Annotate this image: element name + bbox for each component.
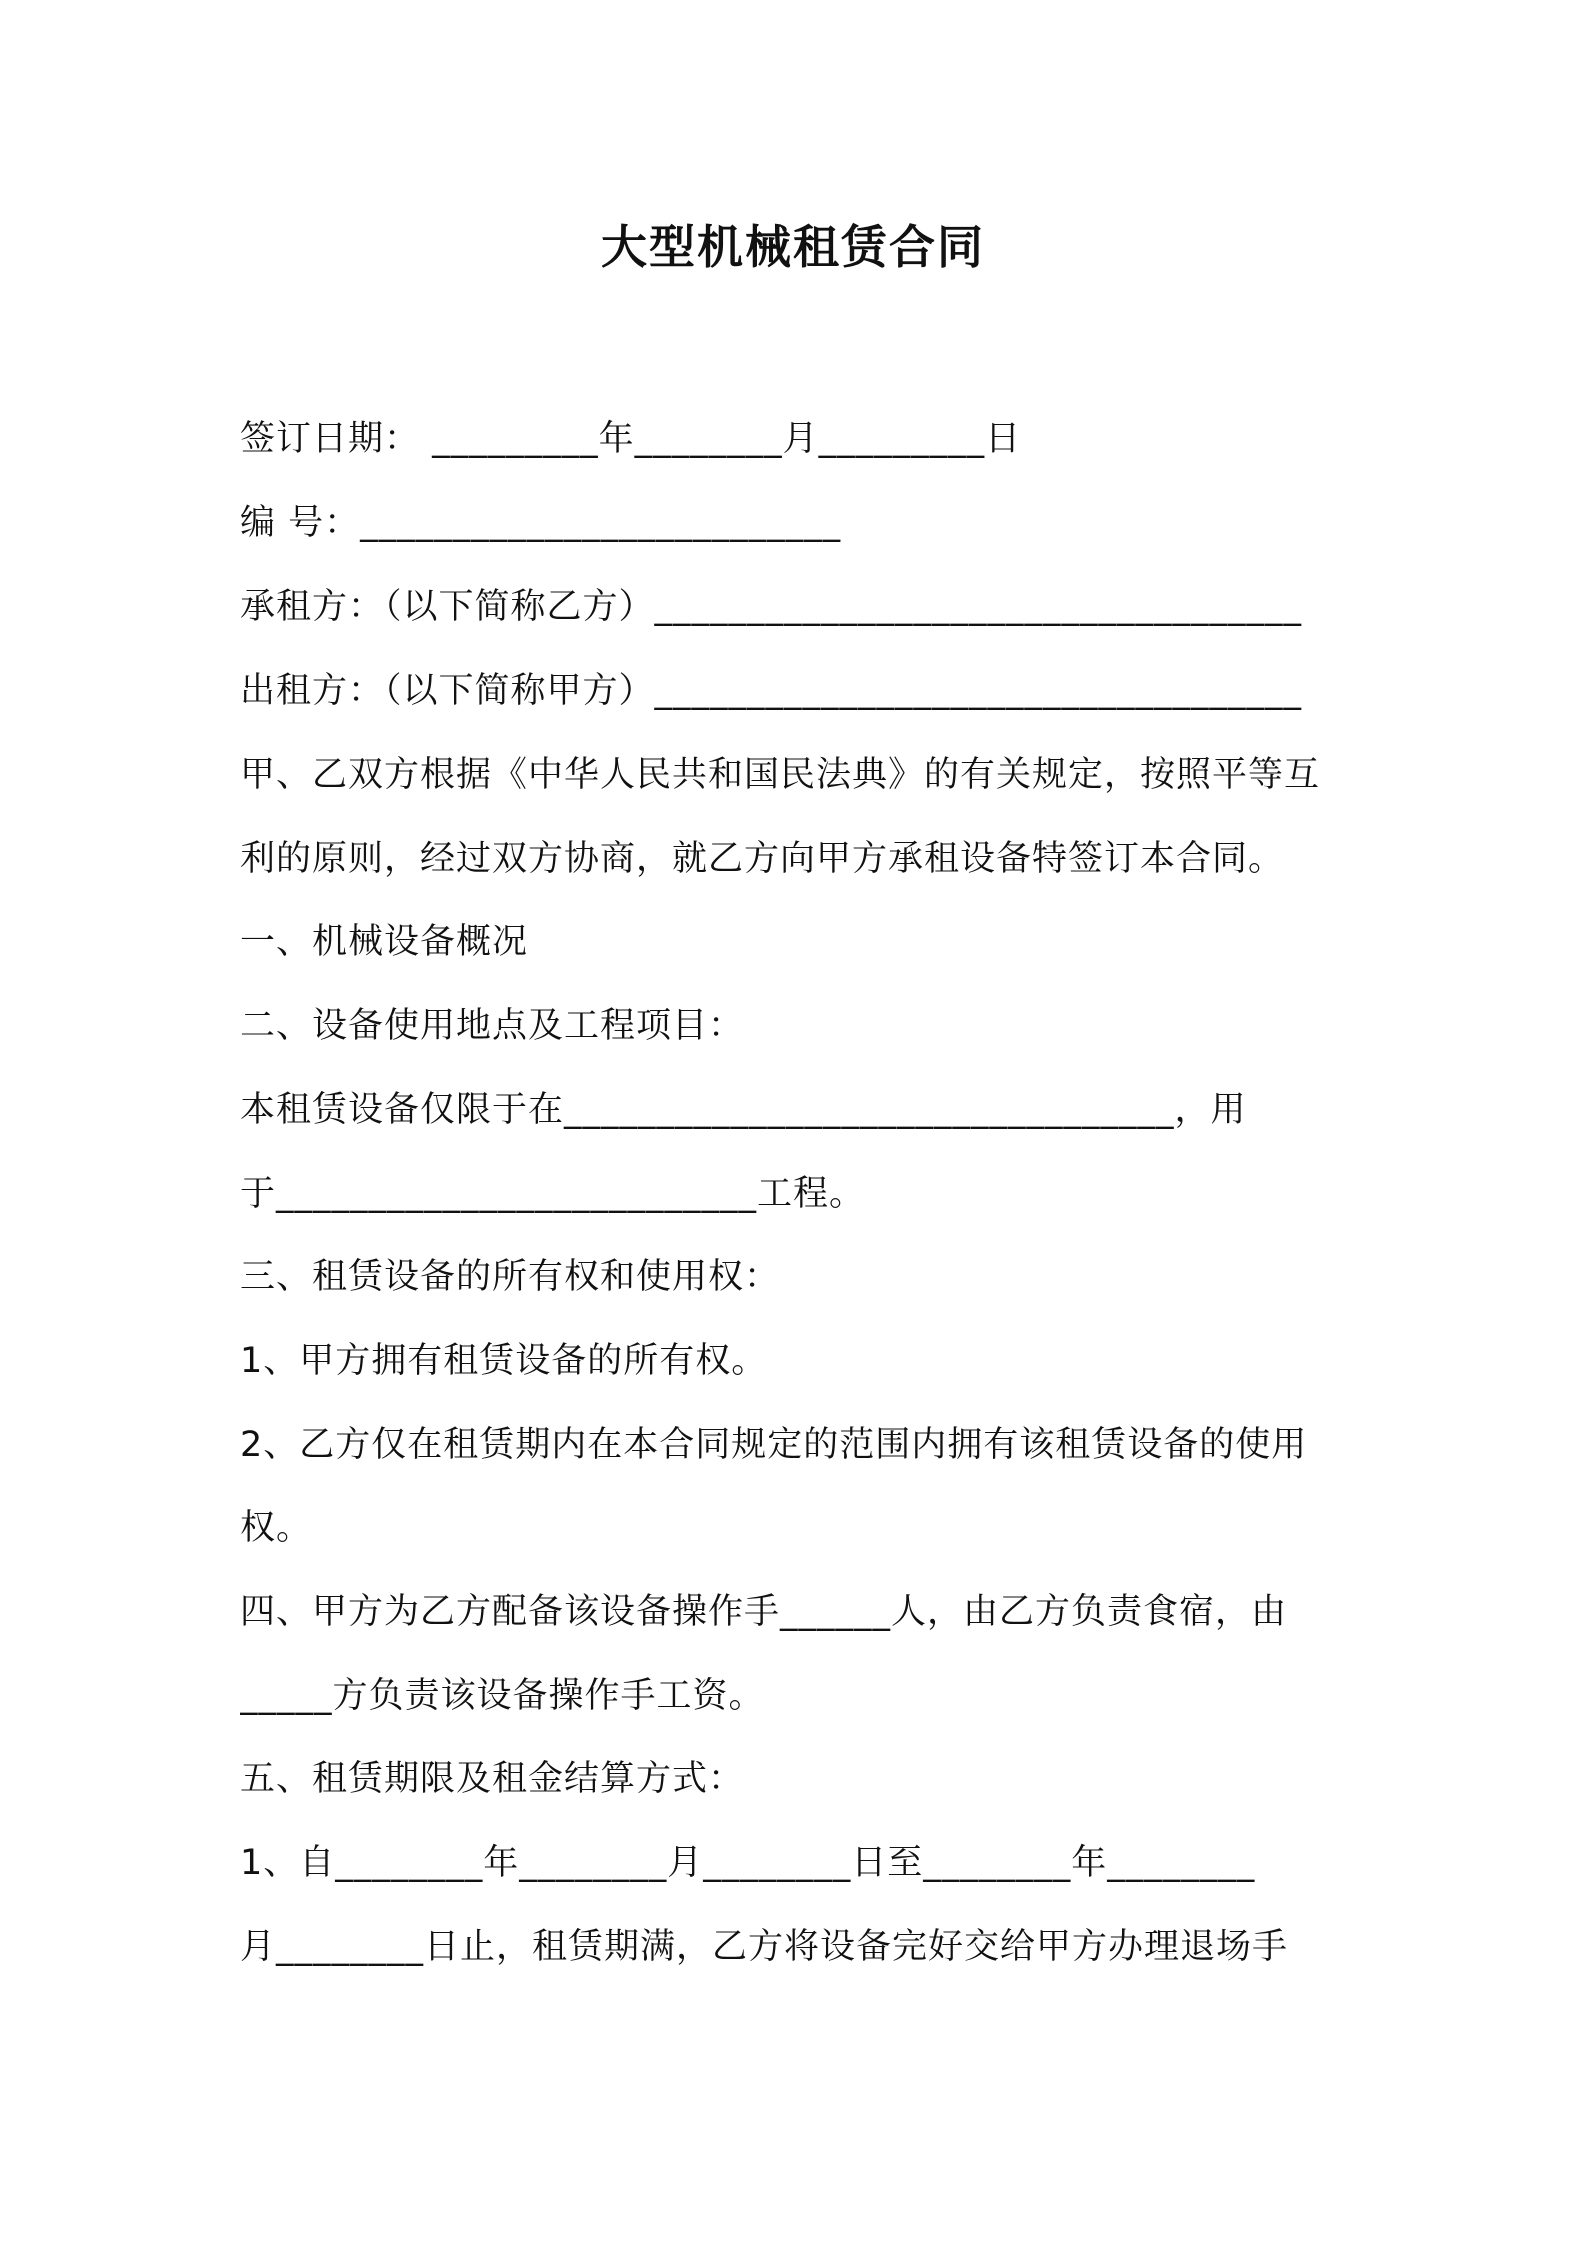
section-4-line-1: 四、甲方为乙方配备该设备操作手______人，由乙方负责食宿，由 — [240, 1592, 1288, 1632]
section-5-item-1-line-2: 月________日止，租赁期满，乙方将设备完好交给甲方办理退场手 — [240, 1927, 1289, 1967]
section-3-item-2-line-2: 权。 — [240, 1508, 313, 1548]
contract-number-line: 编 号：__________________________ — [240, 503, 842, 543]
section-4-line-2: _____方负责该设备操作手工资。 — [240, 1676, 765, 1716]
signing-date-line: 签订日期： _________年________月_________日 — [240, 419, 1022, 459]
section-2-heading: 二、设备使用地点及工程项目： — [240, 1006, 745, 1046]
lessor-line: 出租方：（以下简称甲方）___________________________________ — [240, 671, 1303, 711]
section-5-heading: 五、租赁期限及租金结算方式： — [240, 1759, 745, 1799]
section-3-item-2-line-1: 2、乙方仅在租赁期内在本合同规定的范围内拥有该租赁设备的使用 — [240, 1425, 1308, 1465]
preamble-line-1: 甲、乙双方根据《中华人民共和国民法典》的有关规定，按照平等互 — [240, 755, 1321, 795]
section-3-item-1: 1、甲方拥有租赁设备的所有权。 — [240, 1341, 768, 1381]
document-title: 大型机械租赁合同 — [601, 220, 985, 274]
section-5-item-1-line-1: 1、自________年________月________日至________年________ — [240, 1843, 1256, 1883]
lessee-line: 承租方：（以下简称乙方）___________________________________ — [240, 587, 1303, 627]
section-2-body-line-2: 于__________________________工程。 — [240, 1174, 866, 1214]
section-3-heading: 三、租赁设备的所有权和使用权： — [240, 1257, 781, 1297]
preamble-line-2: 利的原则，经过双方协商，就乙方向甲方承租设备特签订本合同。 — [240, 839, 1285, 879]
section-2-body-line-1: 本租赁设备仅限于在_________________________________，用 — [240, 1090, 1247, 1130]
section-1-heading: 一、机械设备概况 — [240, 922, 529, 962]
